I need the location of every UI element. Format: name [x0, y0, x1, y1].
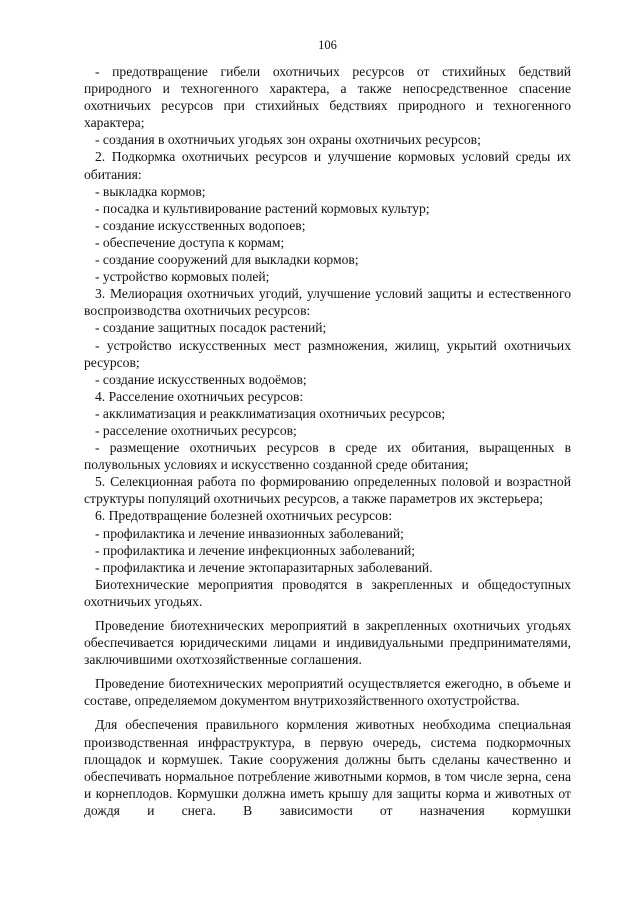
- paragraph: - выкладка кормов;: [95, 183, 206, 199]
- paragraph: Проведение биотехнических мероприятий осуществляется ежегодно, в объеме и составе, определяемом документом внутрихозяйственного охотустройства.: [84, 676, 571, 709]
- paragraph: Проведение биотехнических мероприятий в закрепленных охотничьих угодьях обеспечивается юридическими лицами и индивидуальными предпринимателями, заключившими охотхозяйственные соглашения.: [84, 618, 571, 668]
- paragraph: - посадка и культивирование растений кормовых культур;: [95, 200, 430, 216]
- paragraph: - устройство кормовых полей;: [95, 269, 270, 285]
- paragraph: - создание искусственных водоёмов;: [95, 371, 307, 387]
- paragraph: - создание искусственных водопоев;: [95, 217, 306, 233]
- body-text: [84, 63, 571, 819]
- paragraph: - обеспечение доступа к кормам;: [95, 234, 285, 250]
- paragraph: Биотехнические мероприятия проводятся в закрепленных и общедоступных охотничьих угодьях.: [84, 576, 571, 609]
- paragraph: - профилактика и лечение инфекционных заболеваний;: [95, 542, 416, 558]
- paragraph: - создание защитных посадок растений;: [95, 320, 327, 336]
- paragraph: 6. Предотвращение болезней охотничьих ресурсов:: [95, 508, 393, 524]
- paragraph: 4. Расселение охотничьих ресурсов:: [95, 388, 304, 404]
- paragraph: - размещение охотничьих ресурсов в среде их обитания, выращенных в полувольных условиях и искусственно созданной среде обитания;: [84, 440, 571, 473]
- paragraph: 3. Мелиорация охотничьих угодий, улучшение условий защиты и естественного воспроизводства охотничьих ресурсов:: [84, 286, 571, 319]
- paragraph: - расселение охотничьих ресурсов;: [95, 422, 297, 438]
- paragraph: - устройство искусственных мест размножения, жилищ, укрытий охотничьих ресурсов;: [84, 337, 571, 370]
- paragraph: - акклиматизация и реакклиматизация охотничьих ресурсов;: [95, 405, 446, 421]
- paragraph: 2. Подкормка охотничьих ресурсов и улучшение кормовых условий среды их обитания:: [84, 149, 571, 182]
- paragraph: - профилактика и лечение инвазионных заболеваний;: [95, 525, 404, 541]
- paragraph: 5. Селекционная работа по формированию определенных половой и возрастной структуры популяций охотничьих ресурсов, а также параметров их экстерьера;: [84, 474, 571, 507]
- paragraph: Для обеспечения правильного кормления животных необходима специальная производственная инфраструктура, в первую очередь, система подкормочных площадок и кормушек. Такие сооружения должны быть сделаны качественно и обеспечивать нормальное потребление животными кормов, в том числе зерна, сена и корнеплодов. Кормушки должна иметь крышу для защиты корма и животных от дождя и снега. В зависимости от назначения кормушки: [84, 717, 571, 818]
- paragraph: - создания в охотничьих угодьях зон охраны охотничьих ресурсов;: [95, 132, 481, 148]
- paragraph: - создание сооружений для выкладки кормов;: [95, 252, 359, 268]
- paragraph: - предотвращение гибели охотничьих ресурсов от стихийных бедствий природного и техногенного характера, а также непосредственное спасение охотничьих ресурсов при стихийных бедствиях природного и техногенного характера;: [84, 64, 571, 131]
- paragraph: - профилактика и лечение эктопаразитарных заболеваний.: [95, 559, 433, 575]
- page-number: 106: [318, 38, 337, 52]
